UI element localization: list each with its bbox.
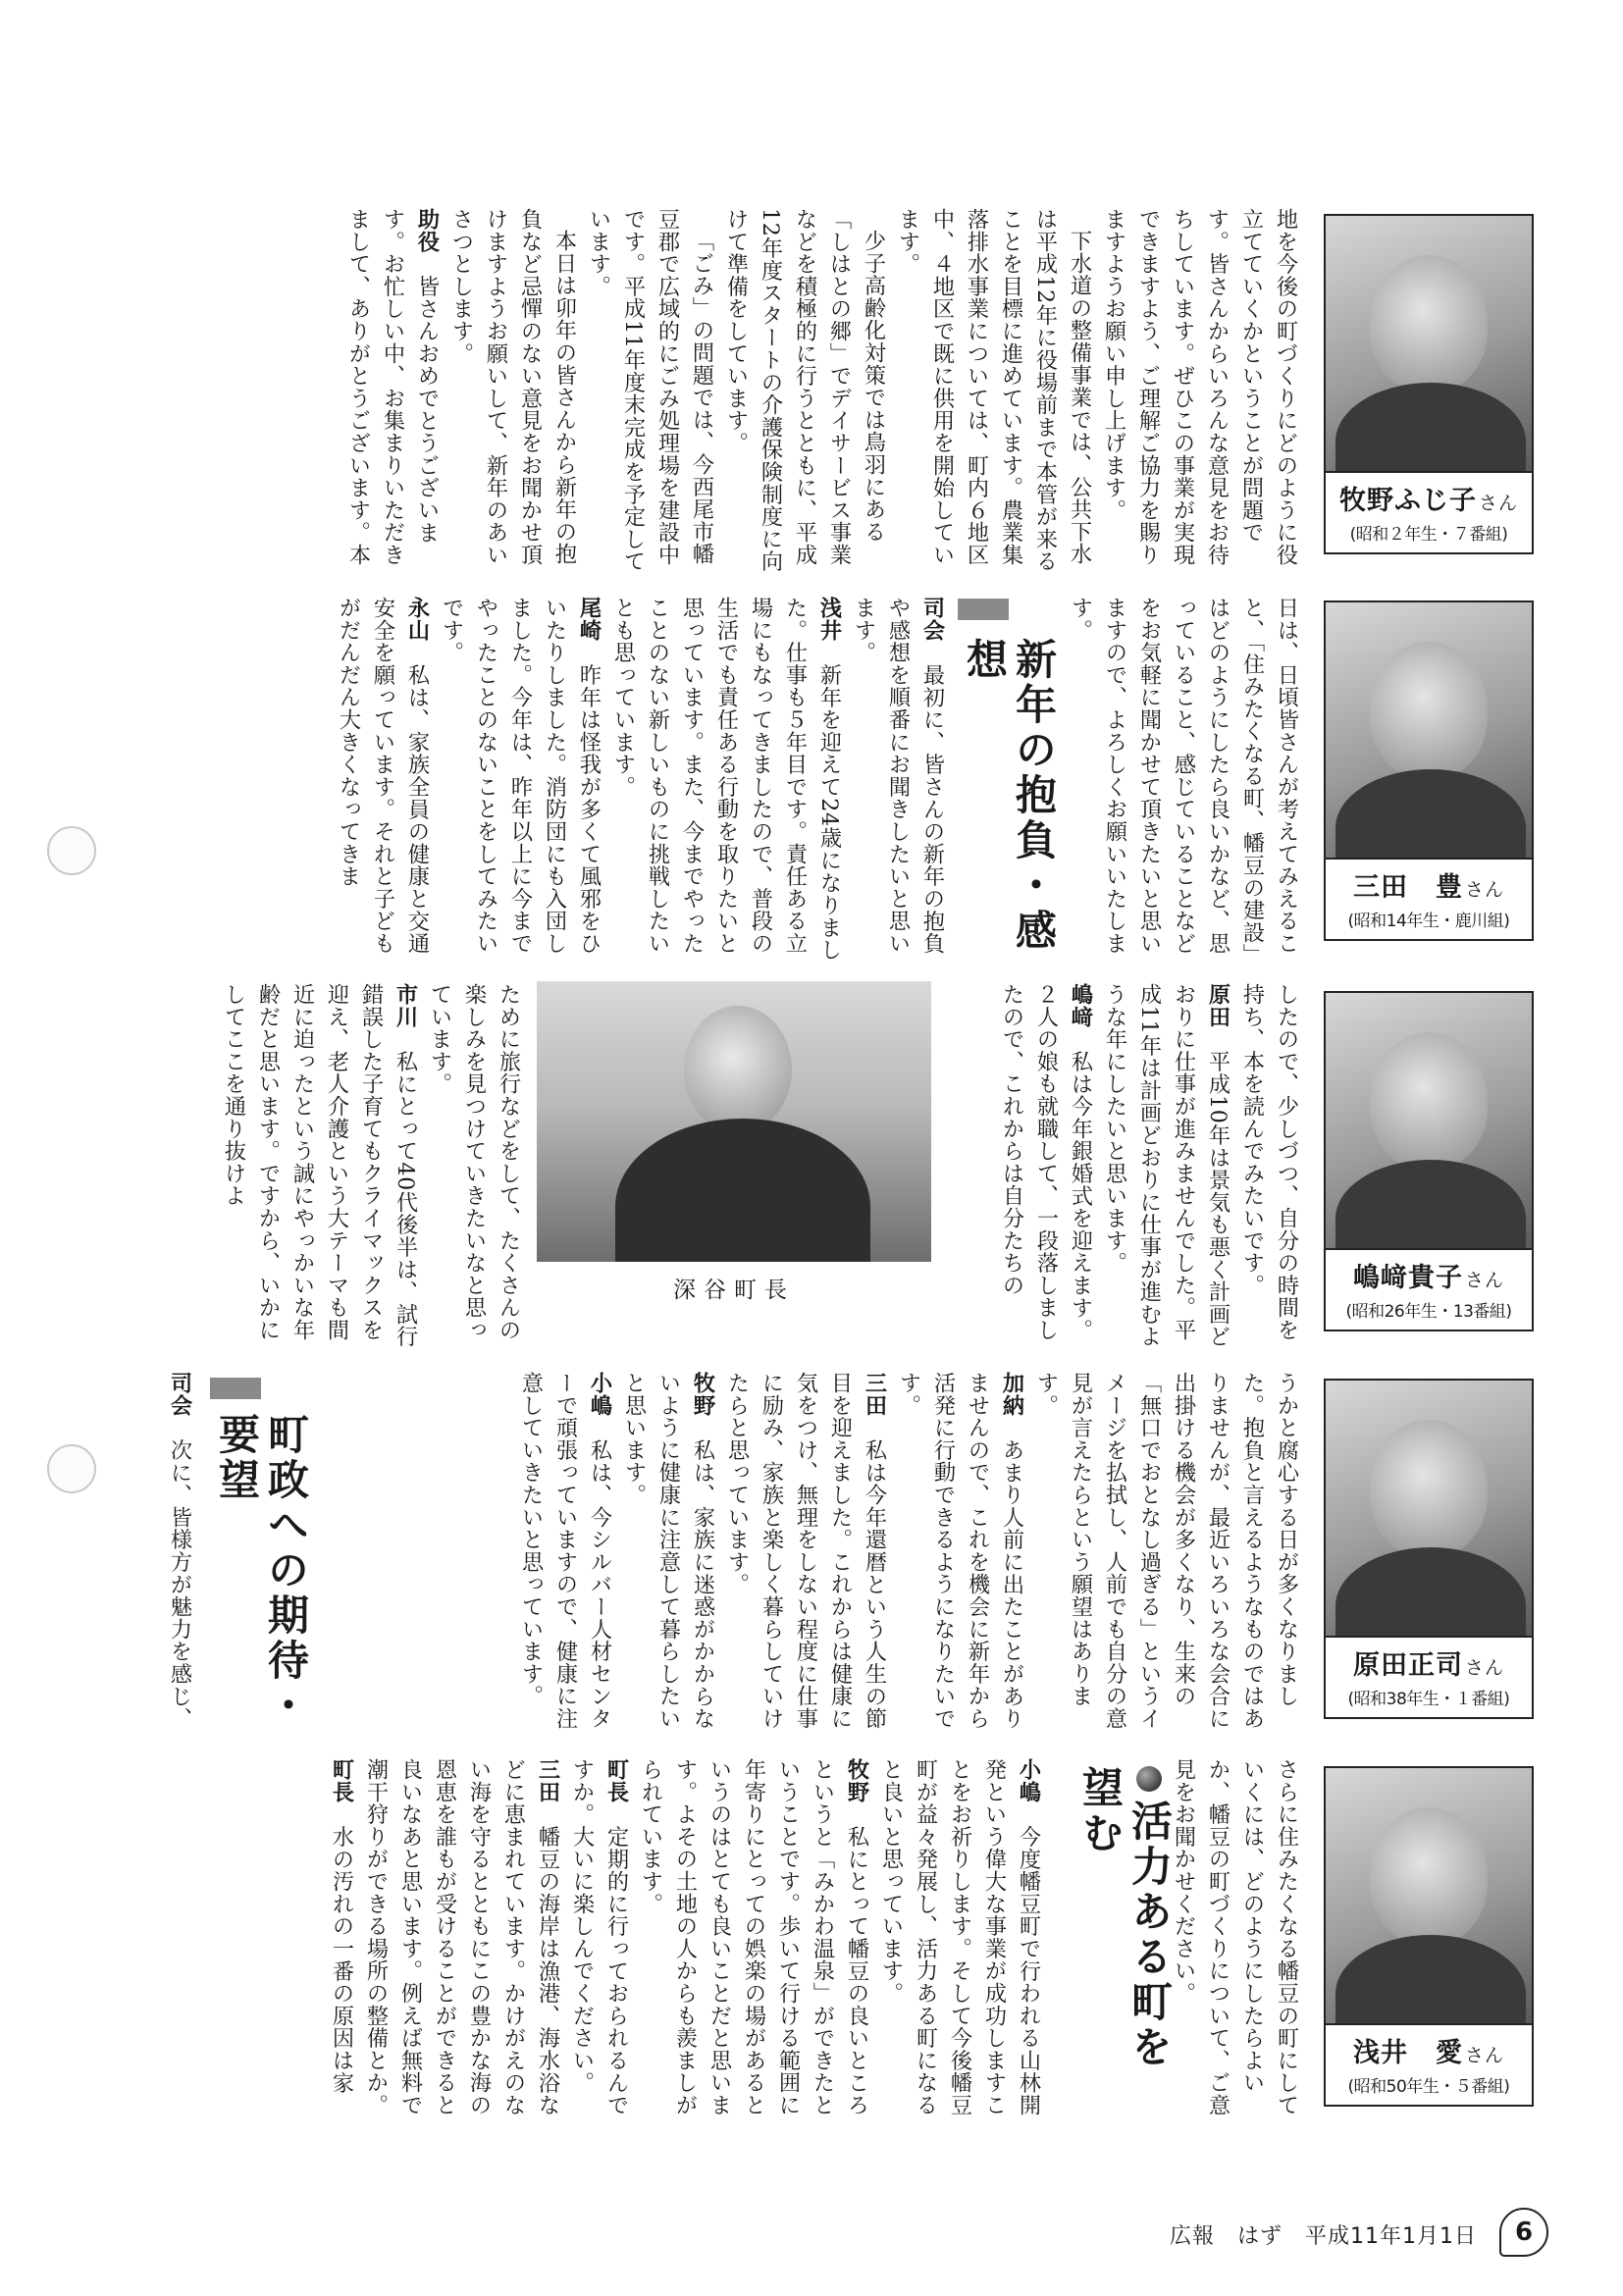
binder-hole-bottom [47,1444,96,1493]
speaker-label: 三田 [862,1372,887,1417]
portrait-info: (昭和２年生・７番組) [1349,525,1508,545]
speaker-label: 尾崎 [576,597,602,642]
speech-text: 今度幡豆町で行われる山林開発という偉大な事業が成功しますことをお祈りします。そして今後幡豆町が益々発展し、活力ある町になると良いと思っています。 [878,1758,1041,2116]
portrait-photo [1324,991,1534,1250]
speech-text: 皆さんおめでとうございます。お忙しい中、お集まりいただきまして、ありがとうございます。本 [345,208,440,566]
speaker-label: 市川 [393,983,418,1028]
portrait-info: (昭和50年生・５番組) [1347,2077,1510,2097]
speech-text: 地を今後の町づくりにどのように役立てていくかということが問題です。皆さんからいろんな意見をお待ちしています。ぜひこの事業が実現できますよう、ご理解ご協力を賜りますようお願い申し上げます。 [1101,208,1298,566]
speech-text: 水の汚れの一番の原因は家 [329,1825,354,2095]
speaker-label: 嶋﨑 [1068,983,1093,1028]
speaker-label: 助役 [414,208,440,253]
portrait-name: 浅井 愛 [1352,2038,1463,2068]
section-heading-vitality-text: 活力ある町を望む [1076,1766,1174,2070]
speaker-label: 浅井 [816,597,842,642]
article-band-1 [162,208,1302,573]
portrait-honorific: さん [1478,493,1518,514]
portrait-honorific: さん [1464,879,1504,901]
speech-text: 「ごみ」の問題では、今西尾市幡豆郡で広域的にごみ処理場を建設中です。平成11年度末完成を予定しています。 [586,208,714,573]
portrait-name: 嶋﨑貴子 [1352,1263,1463,1293]
speech-text: 私は、家族全員の健康と交通安全を願っています。それと子どもがだんだん大きくなってきま [336,597,430,955]
portrait-photo [1324,214,1534,473]
section-heading-vitality [1075,1766,1174,2100]
section-heading-new-year: 新年の抱負・感想 [961,638,1058,954]
speech-text: 私は、今シルバー人材センターで頑張っていますので、健康に注意していきたいと思っています。 [518,1372,612,1730]
speech-text: 定期的に行っておられるんですか。大いに楽しんでください。 [569,1758,629,2116]
article-band-4b [157,1372,196,1737]
article-band-5a [1158,1758,1303,2123]
portrait-makino [1324,214,1534,554]
article-band-5b [162,1758,1045,2123]
portrait-honorific: さん [1464,1657,1504,1679]
speaker-label: 加納 [999,1372,1024,1417]
portrait-name: 牧野ふじ子 [1338,486,1477,516]
speech-text: 私は、家族に迷惑がかからないように健康に注意して暮らしたいと思います。 [621,1372,715,1730]
speaker-label: 永山 [404,597,430,642]
speech-text: 本日は卯年の皆さんから新年の抱負など忌憚のない意見をお聞かせ頂けますようお願いして、新年のあいさつとします。 [448,208,577,566]
portrait-asai [1324,1766,1534,2107]
speech-text: 次に、皆様方が魅力を感じ、 [167,1438,192,1730]
article-band-3a [942,983,1303,1348]
portrait-caption [1324,473,1534,554]
portrait-honorific: さん [1464,1270,1504,1291]
speaker-label: 三田 [535,1758,560,1803]
speaker-label: 司会 [167,1372,192,1417]
section-bar [210,1378,261,1399]
speaker-label: 小嶋 [1016,1758,1041,1803]
portrait-info: (昭和26年生・13番組) [1345,1302,1512,1322]
article-band-3b [162,983,525,1348]
speaker-label: 町長 [329,1758,354,1803]
portrait-info: (昭和14年生・鹿川組) [1347,912,1510,931]
speaker-label: 小嶋 [587,1372,612,1417]
portrait-harada [1324,1379,1534,1719]
portrait-mita [1324,600,1534,941]
speech-text: 平成10年は景気も悪く計画どおりに仕事が進みませんでした。平成11年は計画どおりに仕事が進むような年にしたいと思います。 [1102,983,1230,1348]
speech-text: 最初に、皆さんの新年の抱負や感想を順番にお聞きしたいと思います。 [851,597,945,955]
portrait-caption [1324,1638,1534,1719]
speech-text: 幡豆の海岸は漁港、海水浴などに恵まれています。かけがえのない海を守るとともにこの豊かな海の恩恵を誰もが受けることができると良いなあと思います。例えば無料で潮干狩りができる場所の整備とか。 [363,1758,560,2116]
speech-text: 私にとって40代後半は、試行錯誤した子育てもクライマックスを迎え、老人介護という大テーマも間近に迫ったという誠にやっかいな年齢だと思います。ですから、いかにしてここを通り抜けよ [221,983,418,1348]
speaker-label: 原田 [1205,983,1230,1028]
section-heading-expectations: 町政への期待・要望 [213,1413,310,1729]
speech-text: さらに住みたくなる幡豆の町にしていくには、どのようにしたらよいか、幡豆の町づくりについて、ご意見をお聞かせください。 [1171,1758,1299,2116]
speaker-label: 牧野 [844,1758,869,1803]
portrait-caption [1324,2025,1534,2107]
speech-text: 下水道の整備事業では、公共下水は平成12年に役場前まで本管が来ることを目標に進めています。農業集落排水事業については、町内６地区中、４地区で既に供用を開始しています。 [895,208,1092,573]
speech-text: 私は今年還暦という人生の節目を迎えました。これからは健康に気をつけ、無理をしない程度に仕事に励み、家族と楽しく暮らしていけたらと思っています。 [724,1372,887,1730]
speech-text: あまり人前に出たことがありませんので、これを機会に新年から活発に行動できるようになりたいです。 [896,1372,1024,1730]
speech-text: 日は、日頃皆さんが考えてみえること、「住みたくなる町、幡豆の建設」はどのようにしたら良いかなど、思っていること、感じていることなどをお気軽に聞かせて頂きたいと思いますので、よろしくお願いいたします。 [1068,597,1299,956]
section-bar [958,599,1009,620]
speech-text: 新年を迎えて24歳になりました。仕事も５年目です。責任ある立場にもなってきましたので、普段の生活でも責任ある行動を取りたいと思っています。また、今までやったことのない新しいものに挑戦したいとも思っています。 [610,597,842,962]
speech-text: ために旅行などをして、たくさんの楽しみを見つけていきたいなと思っています。 [427,983,521,1341]
portrait-photo [1324,1766,1534,2025]
portrait-name: 原田正司 [1352,1650,1463,1681]
speech-text: うかと腐心する日が多くなりました。抱負と言えるようなものではありませんが、最近いろいろな会合に出掛ける機会が多くなり、生来の「無口でおとなし過ぎる」というイメージを払拭し、人前でも自分の意見が言えたらという願望はあります。 [1033,1372,1299,1730]
footer-publication: 広報 はず 平成11年1月1日 [1170,2224,1477,2249]
speech-text: したので、少しづつ、自分の時間を持ち、本を読んでみたいです。 [1239,983,1299,1341]
article-band-2a [1021,597,1303,962]
portrait-honorific: さん [1464,2045,1504,2066]
portrait-caption [1324,1250,1534,1331]
portrait-photo [1324,600,1534,860]
speaker-label: 町長 [603,1758,629,1803]
speech-text: 少子高齢化対策では鳥羽にある「しはとの郷」でデイサービス事業などを積極的に行うとともに、平成12年度スタートの介護保険制度に向けて準備をしています。 [723,208,886,573]
speaker-label: 司会 [919,597,945,642]
speech-text: 私は今年銀婚式を迎えます。２人の娘も就職して、一段落しましたので、これからは自分たちの [999,983,1093,1341]
mayor-caption: 深谷町長 [673,1278,795,1303]
speech-text: 昨年は怪我が多くて風邪をひいたりしました。消防団にも入団しました。今年は、昨年以上に今までやったことのないことをしてみたいです。 [439,597,602,955]
portrait-photo [1324,1379,1534,1638]
portrait-name: 三田 豊 [1352,872,1463,903]
portrait-shimazaki [1324,991,1534,1331]
bullet-icon [1136,1766,1162,1792]
binder-hole-top [47,826,96,875]
speech-text: 私にとって幡豆の良いところというと「みかわ温泉」ができたということです。歩いて行ける範囲に年寄りにとっての娯楽の場があるというのはとても良いことだと思います。よその土地の人からも羨ましがられています。 [638,1758,869,2116]
page-number: 6 [1499,2208,1548,2257]
portrait-caption [1324,860,1534,941]
mayor-photo [537,981,931,1262]
portrait-info: (昭和38年生・１番組) [1347,1690,1510,1709]
article-band-2b [162,597,949,962]
article-band-4a [240,1372,1303,1737]
speaker-label: 牧野 [690,1372,715,1417]
